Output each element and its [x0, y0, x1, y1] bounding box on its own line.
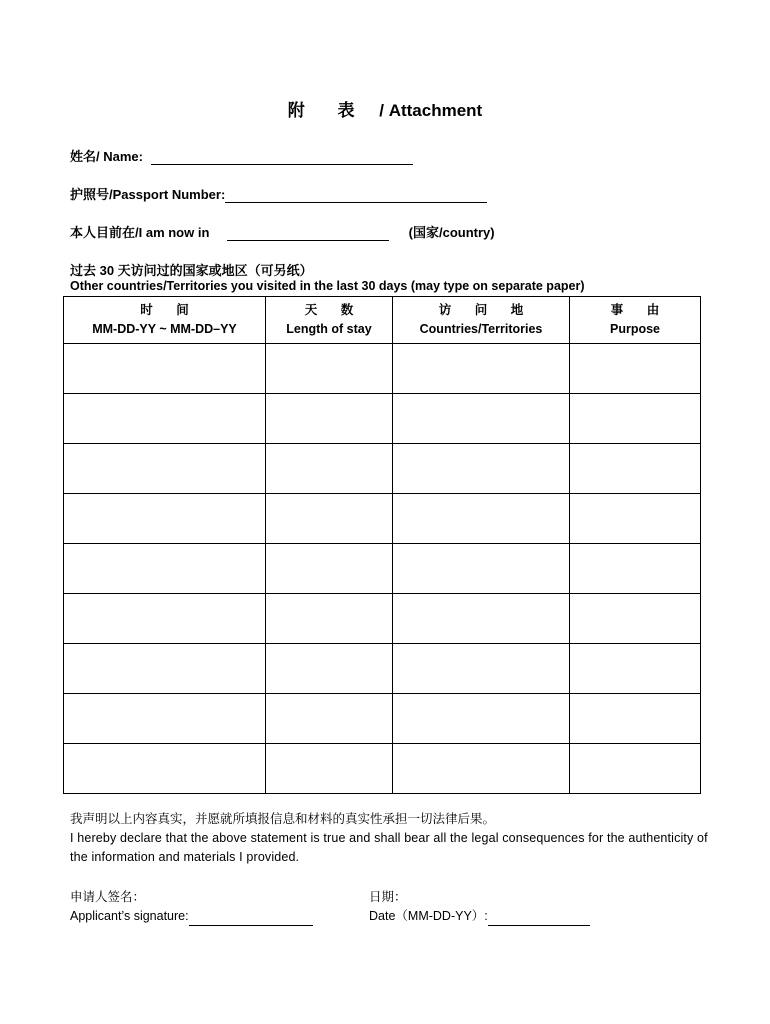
table-cell[interactable] [266, 344, 393, 394]
current-country-input-line[interactable] [227, 226, 389, 241]
table-cell[interactable] [393, 394, 570, 444]
table-row [64, 444, 701, 494]
name-label: 姓名/ Name: [70, 149, 143, 164]
visited-countries-table [63, 296, 701, 794]
table-cell[interactable] [266, 594, 393, 644]
table-cell[interactable] [64, 744, 266, 794]
table-cell[interactable] [570, 494, 701, 544]
table-row [64, 594, 701, 644]
country-label: (国家/country) [408, 225, 495, 240]
applicant-signature-block [70, 888, 313, 926]
applicant-signature-label-en: Applicant’s signature: [70, 909, 189, 923]
table-cell[interactable] [64, 594, 266, 644]
table-cell[interactable] [570, 344, 701, 394]
table-cell[interactable] [570, 644, 701, 694]
applicant-signature-line[interactable] [189, 911, 313, 926]
table-row [64, 344, 701, 394]
column-header-length-cn: 天 数 [304, 303, 364, 317]
declaration [70, 810, 710, 867]
table-cell[interactable] [393, 644, 570, 694]
table-cell[interactable] [570, 394, 701, 444]
table-cell[interactable] [570, 694, 701, 744]
date-input-line[interactable] [488, 911, 590, 926]
table-cell[interactable] [266, 494, 393, 544]
passport-input-line[interactable] [225, 188, 487, 203]
date-block [369, 888, 590, 926]
table-cell[interactable] [266, 744, 393, 794]
date-label-cn: 日期： [369, 890, 407, 904]
table-cell[interactable] [64, 444, 266, 494]
column-header-length [266, 297, 393, 344]
table-cell[interactable] [266, 444, 393, 494]
table-cell[interactable] [570, 594, 701, 644]
column-header-countries [393, 297, 570, 344]
passport-field-row [70, 184, 487, 203]
declaration-en: I hereby declare that the above statement is true and shall bear all the legal consequences for the authenticity of the information and materials I provided. [70, 831, 708, 864]
table-cell[interactable] [393, 344, 570, 394]
page-title-en: / Attachment [379, 101, 483, 120]
table-cell[interactable] [64, 544, 266, 594]
table-body [64, 344, 701, 794]
table-cell[interactable] [570, 744, 701, 794]
column-header-countries-cn: 访 问 地 [438, 303, 534, 317]
visited-section-title-en: Other countries/Territories you visited in the last 30 days (may type on separate paper) [70, 279, 585, 293]
column-header-time [64, 297, 266, 344]
passport-label: 护照号/Passport Number: [70, 187, 226, 202]
table-cell[interactable] [393, 694, 570, 744]
applicant-signature-label-cn: 申请人签名： [70, 890, 146, 904]
name-field-row [70, 146, 413, 165]
table-row [64, 394, 701, 444]
column-header-time-cn: 时 间 [140, 303, 199, 317]
table-cell[interactable] [64, 494, 266, 544]
table-cell[interactable] [393, 444, 570, 494]
column-header-countries-en: Countries/Territories [419, 322, 543, 336]
visited-section-title-cn: 过去 30 天访问过的国家或地区（可另纸） [70, 263, 313, 278]
column-header-purpose-en: Purpose [609, 322, 660, 336]
column-header-purpose-cn: 事 由 [610, 303, 670, 317]
table-cell[interactable] [393, 544, 570, 594]
date-label-en: Date（MM-DD-YY）: [369, 909, 488, 923]
table-cell[interactable] [64, 344, 266, 394]
table-cell[interactable] [393, 494, 570, 544]
table-cell[interactable] [393, 744, 570, 794]
table-cell[interactable] [570, 444, 701, 494]
column-header-time-en: MM-DD-YY ~ MM-DD–YY [92, 322, 237, 336]
table-row [64, 694, 701, 744]
page-title-cn: 附 表 [287, 101, 369, 120]
table-cell[interactable] [266, 644, 393, 694]
table-cell[interactable] [64, 644, 266, 694]
page-title [0, 96, 770, 121]
table-cell[interactable] [64, 394, 266, 444]
table-row [64, 494, 701, 544]
table-header-row [64, 297, 701, 344]
table-cell[interactable] [266, 544, 393, 594]
table-cell[interactable] [64, 694, 266, 744]
now-in-label: 本人目前在/I am now in [70, 225, 210, 240]
table-row [64, 744, 701, 794]
declaration-cn: 我声明以上内容真实，并愿就所填报信息和材料的真实性承担一切法律后果。 [70, 812, 496, 826]
table-cell[interactable] [570, 544, 701, 594]
table-row [64, 544, 701, 594]
table-row [64, 644, 701, 694]
name-input-line[interactable] [151, 150, 413, 165]
column-header-purpose [570, 297, 701, 344]
table-cell[interactable] [266, 394, 393, 444]
table-cell[interactable] [393, 594, 570, 644]
column-header-length-en: Length of stay [286, 322, 372, 336]
current-country-row [70, 222, 495, 241]
table-cell[interactable] [266, 694, 393, 744]
